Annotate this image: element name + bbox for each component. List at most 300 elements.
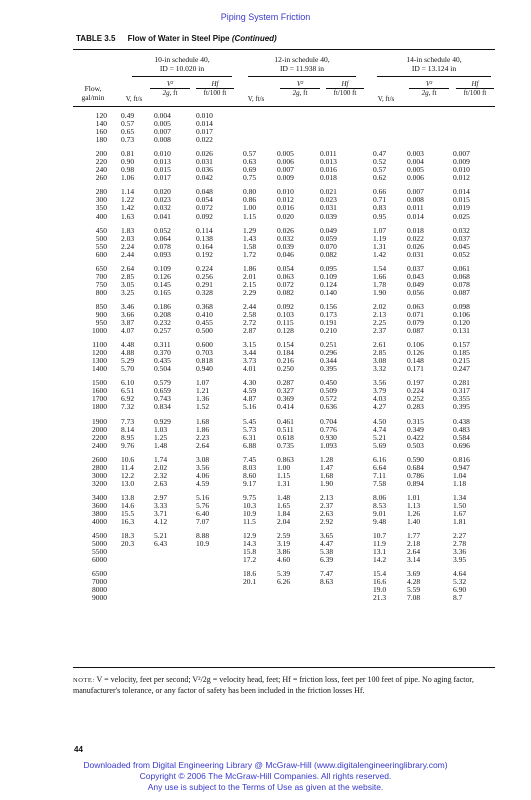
value-cell: 0.070 (320, 241, 337, 251)
value-cell: 6.39 (320, 555, 334, 565)
table-row (0, 518, 531, 526)
table-caption (76, 34, 277, 43)
value-cell: 0.093 (154, 249, 171, 259)
flow-cell: 1100 (92, 340, 107, 350)
value-cell: 10.9 (196, 539, 210, 549)
value-cell: 0.148 (407, 356, 424, 366)
value-cell: 2.04 (277, 517, 291, 527)
value-cell: 1.83 (121, 225, 135, 235)
table-row (0, 166, 531, 174)
value-cell: 3.71 (154, 508, 168, 518)
table-row (0, 112, 531, 120)
value-cell: 2.15 (243, 279, 257, 289)
value-cell: 0.90 (121, 157, 135, 167)
fraction-unit: , ft (299, 89, 308, 97)
value-cell: 6.90 (453, 585, 467, 595)
value-cell: 1.40 (407, 517, 421, 527)
value-cell: 0.210 (320, 326, 337, 336)
value-cell: 0.503 (407, 440, 424, 450)
value-cell: 5.21 (373, 432, 387, 442)
value-cell: 3.08 (373, 356, 387, 366)
value-cell: 0.57 (243, 149, 257, 159)
value-cell: 0.041 (154, 211, 171, 221)
value-cell: 0.011 (320, 149, 337, 159)
value-cell: 1.15 (243, 211, 257, 221)
value-cell: 21.3 (373, 593, 387, 603)
value-cell: 0.500 (196, 326, 213, 336)
value-cell: 0.082 (277, 287, 294, 297)
value-cell: 0.940 (196, 364, 213, 374)
flow-cell: 1800 (92, 402, 107, 412)
value-cell: 0.786 (407, 470, 424, 480)
value-cell: 3.56 (373, 378, 387, 388)
value-cell: 0.930 (320, 432, 337, 442)
value-cell: 10.6 (121, 454, 135, 464)
value-cell: 0.140 (320, 287, 337, 297)
flow-cell: 300 (95, 195, 107, 205)
table-row (0, 251, 531, 259)
value-cell: 0.164 (196, 241, 213, 251)
value-cell: 0.281 (453, 378, 470, 388)
value-cell: 0.007 (453, 149, 470, 159)
value-cell: 6.51 (121, 386, 135, 396)
value-cell: 0.250 (277, 364, 294, 374)
value-cell: 0.370 (154, 348, 171, 358)
value-cell: 4.74 (373, 424, 387, 434)
value-cell: 2.92 (320, 517, 334, 527)
value-cell: 3.87 (121, 318, 135, 328)
value-cell: 1.86 (196, 424, 210, 434)
value-cell: 0.106 (453, 309, 470, 319)
value-cell: 0.572 (320, 394, 337, 404)
value-cell: 0.103 (277, 309, 294, 319)
flow-cell: 5500 (92, 547, 107, 557)
value-cell: 0.014 (453, 187, 470, 197)
value-cell: 0.106 (407, 340, 424, 350)
value-cell: 5.38 (320, 547, 334, 557)
table-row (0, 311, 531, 319)
fraction-denominator: 2g (162, 89, 170, 97)
value-cell: 5.16 (243, 402, 257, 412)
value-cell: 0.054 (277, 263, 294, 273)
value-cell: 0.023 (154, 195, 171, 205)
group-line1: 12-in schedule 40, (274, 55, 330, 64)
value-cell: 1.31 (277, 478, 291, 488)
value-cell: 1.48 (277, 492, 291, 502)
note-label: NOTE: (73, 677, 95, 684)
value-cell: 0.461 (277, 416, 294, 426)
value-cell: 0.009 (277, 173, 294, 183)
flow-cell: 950 (95, 318, 107, 328)
value-cell: 5.73 (243, 424, 257, 434)
value-cell: 0.005 (154, 119, 171, 129)
table-row (0, 265, 531, 273)
table-row (0, 196, 531, 204)
value-cell: 0.042 (196, 173, 213, 183)
value-cell: 5.21 (154, 531, 168, 541)
value-cell: 3.36 (453, 547, 467, 557)
value-cell: 8.06 (373, 492, 387, 502)
flow-cell: 180 (95, 135, 107, 145)
group-header-12in (244, 55, 360, 73)
value-cell: 4.27 (373, 402, 387, 412)
flow-cell: 650 (95, 263, 107, 273)
value-cell: 0.046 (277, 249, 294, 259)
value-cell: 0.75 (243, 173, 257, 183)
flow-cell: 800 (95, 287, 107, 297)
value-cell: 8.53 (373, 500, 387, 510)
value-cell: 6.16 (373, 454, 387, 464)
value-cell: 2.02 (373, 301, 387, 311)
value-cell: 0.438 (453, 416, 470, 426)
value-cell: 0.215 (453, 356, 470, 366)
value-cell: 2.27 (453, 531, 467, 541)
value-cell: 0.834 (154, 402, 171, 412)
value-cell: 0.031 (196, 157, 213, 167)
table-row (0, 426, 531, 434)
group-underline (248, 76, 356, 77)
value-cell: 3.79 (373, 386, 387, 396)
value-cell: 0.095 (320, 263, 337, 273)
flow-cell: 5000 (92, 539, 107, 549)
value-cell: 0.355 (453, 394, 470, 404)
table-row (0, 204, 531, 212)
table-row (0, 456, 531, 464)
value-cell: 1.65 (277, 500, 291, 510)
value-cell: 1.21 (196, 386, 210, 396)
value-cell: 19.0 (373, 585, 387, 595)
flow-cell: 900 (95, 309, 107, 319)
value-cell: 0.054 (196, 195, 213, 205)
footer-line-1: Downloaded from Digital Engineering Library @ McGraw-Hill (www.digitalengineeringlibrary.com) (83, 760, 448, 770)
value-cell: 4.47 (320, 539, 334, 549)
value-cell: 0.80 (243, 187, 257, 197)
flow-cell: 1400 (92, 364, 107, 374)
table-row (0, 502, 531, 510)
table-row (0, 227, 531, 235)
flow-header-line2: gal/min (81, 93, 105, 102)
value-cell: 0.109 (154, 263, 171, 273)
value-cell: 8.14 (121, 424, 135, 434)
value-cell: 15.5 (121, 508, 135, 518)
value-cell: 0.098 (453, 301, 470, 311)
value-cell: 0.114 (196, 225, 213, 235)
value-cell: 17.2 (243, 555, 257, 565)
value-cell: 0.636 (320, 402, 337, 412)
value-cell: 0.005 (277, 149, 294, 159)
value-cell: 0.191 (320, 318, 337, 328)
value-cell: 5.39 (277, 569, 291, 579)
value-cell: 0.735 (277, 440, 294, 450)
value-cell: 0.816 (453, 454, 470, 464)
value-cell: 7.47 (320, 569, 334, 579)
value-cell: 7.07 (196, 517, 210, 527)
value-cell: 0.395 (453, 402, 470, 412)
value-cell: 8.95 (121, 432, 135, 442)
value-cell: 2.85 (373, 348, 387, 358)
value-cell: 0.57 (373, 165, 387, 175)
value-cell: 0.126 (154, 271, 171, 281)
value-cell: 0.197 (407, 378, 424, 388)
value-cell: 1.26 (407, 508, 421, 518)
value-cell: 0.005 (407, 165, 424, 175)
flow-cell: 700 (95, 271, 107, 281)
value-cell: 0.71 (373, 195, 387, 205)
value-cell: 0.021 (320, 187, 337, 197)
value-cell: 0.079 (407, 318, 424, 328)
value-cell: 12.9 (243, 531, 257, 541)
value-cell: 0.138 (196, 233, 213, 243)
value-cell: 1.42 (373, 249, 387, 259)
value-cell: 0.087 (407, 326, 424, 336)
value-cell: 1.67 (453, 508, 467, 518)
flow-cell: 3400 (92, 492, 107, 502)
value-cell: 0.052 (154, 225, 171, 235)
value-cell: 0.006 (277, 157, 294, 167)
fraction-denominator: 2g (421, 89, 429, 97)
value-cell: 0.369 (277, 394, 294, 404)
value-cell: 0.014 (407, 211, 424, 221)
value-cell: 0.012 (453, 173, 470, 183)
value-cell: 1.42 (121, 203, 135, 213)
flow-cell: 350 (95, 203, 107, 213)
value-cell: 3.32 (373, 364, 387, 374)
value-cell: 0.026 (277, 225, 294, 235)
value-cell: 11.5 (243, 517, 256, 527)
value-cell: 0.315 (407, 416, 424, 426)
value-cell: 0.031 (320, 203, 337, 213)
table-top-rule (73, 49, 495, 50)
value-cell: 0.83 (373, 203, 387, 213)
value-cell: 6.10 (121, 378, 135, 388)
flow-cell: 1700 (92, 394, 107, 404)
value-cell: 2.23 (196, 432, 210, 442)
table-row (0, 494, 531, 502)
value-cell: 0.037 (453, 233, 470, 243)
value-cell: 0.059 (320, 233, 337, 243)
value-cell: 13.0 (121, 478, 135, 488)
value-cell: 0.032 (277, 233, 294, 243)
flow-cell: 240 (95, 165, 107, 175)
value-cell: 4.64 (453, 569, 467, 579)
value-cell: 0.018 (320, 173, 337, 183)
value-cell: 3.14 (407, 555, 421, 565)
value-cell: 0.776 (320, 424, 337, 434)
value-cell: 0.017 (154, 173, 171, 183)
value-cell: 5.76 (196, 500, 210, 510)
table-row (0, 418, 531, 426)
value-cell: 6.92 (121, 394, 135, 404)
value-cell: 5.32 (453, 577, 467, 587)
flow-cell: 400 (95, 211, 107, 221)
fraction-numerator: Hf (196, 80, 234, 89)
value-cell: 0.863 (277, 454, 294, 464)
value-cell: 0.157 (453, 340, 470, 350)
flow-cell: 3600 (92, 500, 107, 510)
value-cell: 2.72 (243, 318, 257, 328)
value-cell: 0.311 (154, 340, 171, 350)
value-cell: 0.410 (196, 309, 213, 319)
table-row (0, 213, 531, 221)
value-cell: 3.33 (154, 500, 168, 510)
table-row (0, 289, 531, 297)
value-cell: 1.58 (243, 241, 257, 251)
value-cell: 11.4 (121, 462, 134, 472)
value-cell: 0.043 (407, 271, 424, 281)
value-cell: 0.010 (453, 165, 470, 175)
group-line2: ID = 10.020 in (159, 64, 205, 73)
value-cell: 6.26 (277, 577, 291, 587)
table-row (0, 281, 531, 289)
value-cell: 13.1 (373, 547, 387, 557)
table-row (0, 578, 531, 586)
value-cell: 0.422 (407, 432, 424, 442)
fraction-denominator: ft/100 ft (333, 89, 357, 97)
value-cell: 0.328 (196, 287, 213, 297)
col-velocity-head-header (409, 80, 449, 97)
flow-cell: 4000 (92, 517, 107, 527)
value-cell: 1.72 (243, 249, 257, 259)
value-cell: 13.8 (121, 492, 135, 502)
value-cell: 0.045 (453, 241, 470, 251)
value-cell: 4.87 (243, 394, 257, 404)
value-cell: 0.007 (407, 187, 424, 197)
value-cell: 3.46 (121, 301, 135, 311)
table-row (0, 387, 531, 395)
value-cell: 1.48 (154, 440, 168, 450)
value-cell: 5.70 (121, 364, 135, 374)
value-cell: 1.01 (407, 492, 421, 502)
value-cell: 0.95 (373, 211, 387, 221)
value-cell: 0.184 (277, 348, 294, 358)
value-cell: 0.86 (243, 195, 257, 205)
value-cell: 0.019 (453, 203, 470, 213)
value-cell: 0.115 (277, 318, 294, 328)
value-cell: 0.068 (453, 271, 470, 281)
value-cell: 2.78 (453, 539, 467, 549)
value-cell: 0.020 (277, 211, 294, 221)
table-row (0, 327, 531, 335)
flow-header-line1: Flow, (84, 84, 102, 93)
table-body (0, 112, 531, 602)
value-cell: 0.004 (407, 157, 424, 167)
group-underline (377, 76, 491, 77)
value-cell: 4.88 (121, 348, 135, 358)
value-cell: 6.43 (154, 539, 168, 549)
value-cell: 0.037 (407, 263, 424, 273)
value-cell: 0.048 (196, 187, 213, 197)
value-cell: 14.6 (121, 500, 135, 510)
value-cell: 0.252 (407, 394, 424, 404)
running-head: Piping System Friction (220, 12, 311, 22)
value-cell: 1.84 (277, 508, 291, 518)
value-cell: 0.165 (154, 287, 171, 297)
value-cell: 0.66 (373, 187, 387, 197)
value-cell: 0.131 (453, 326, 470, 336)
value-cell: 6.40 (196, 508, 210, 518)
value-cell: 0.450 (320, 378, 337, 388)
value-cell: 0.368 (196, 301, 213, 311)
value-cell: 16.6 (373, 577, 387, 587)
value-cell: 8.63 (320, 577, 334, 587)
value-cell: 0.072 (277, 279, 294, 289)
table-row (0, 510, 531, 518)
value-cell: 1.15 (277, 470, 291, 480)
value-cell: 0.704 (320, 416, 337, 426)
value-cell: 0.947 (453, 462, 470, 472)
value-cell: 7.32 (121, 402, 135, 412)
value-cell: 0.696 (453, 440, 470, 450)
value-cell: 2.64 (407, 547, 421, 557)
value-cell: 9.01 (373, 508, 387, 518)
value-cell: 15.4 (373, 569, 387, 579)
value-cell: 1.34 (453, 492, 467, 502)
value-cell: 2.63 (154, 478, 168, 488)
value-cell: 0.504 (154, 364, 171, 374)
value-cell: 0.185 (453, 348, 470, 358)
flow-cell: 2600 (92, 454, 107, 464)
value-cell: 0.036 (196, 165, 213, 175)
value-cell: 0.414 (277, 402, 294, 412)
value-cell: 0.009 (453, 157, 470, 167)
flow-cell: 450 (95, 225, 107, 235)
col-velocity-header: V, ft/s (247, 95, 265, 103)
fraction-numerator: V² (150, 80, 190, 89)
col-velocity-head-header (150, 80, 190, 97)
value-cell: 1.68 (196, 416, 210, 426)
value-cell: 2.24 (121, 241, 135, 251)
value-cell: 0.013 (154, 157, 171, 167)
value-cell: 0.128 (277, 326, 294, 336)
table-row (0, 341, 531, 349)
value-cell: 3.08 (196, 454, 210, 464)
value-cell: 0.283 (407, 402, 424, 412)
table-row (0, 128, 531, 136)
value-cell: 0.056 (407, 287, 424, 297)
value-cell: 9.17 (243, 478, 257, 488)
table-row (0, 158, 531, 166)
flow-cell: 7000 (92, 577, 107, 587)
value-cell: 1.52 (196, 402, 210, 412)
flow-cell: 1000 (92, 326, 107, 336)
table-note (73, 675, 513, 696)
group-line2: ID = 13.124 in (411, 64, 457, 73)
value-cell: 5.29 (121, 356, 135, 366)
value-cell: 0.020 (154, 187, 171, 197)
col-friction-header (196, 80, 234, 97)
value-cell: 1.18 (453, 478, 467, 488)
table-row (0, 235, 531, 243)
value-cell: 1.00 (243, 203, 257, 213)
value-cell: 1.81 (453, 517, 467, 527)
header-bottom-rule (73, 106, 495, 107)
value-cell: 0.296 (320, 348, 337, 358)
flow-cell: 9000 (92, 593, 107, 603)
flow-cell: 3000 (92, 470, 107, 480)
value-cell: 5.45 (243, 416, 257, 426)
value-cell: 5.16 (196, 492, 210, 502)
value-cell: 3.56 (196, 462, 210, 472)
table-row (0, 319, 531, 327)
value-cell: 3.95 (453, 555, 467, 565)
value-cell: 4.07 (121, 326, 135, 336)
value-cell: 0.039 (277, 241, 294, 251)
value-cell: 9.75 (243, 492, 257, 502)
value-cell: 0.579 (154, 378, 171, 388)
group-line1: 10-in schedule 40, (154, 55, 210, 64)
value-cell: 0.120 (453, 318, 470, 328)
value-cell: 0.171 (407, 364, 424, 374)
